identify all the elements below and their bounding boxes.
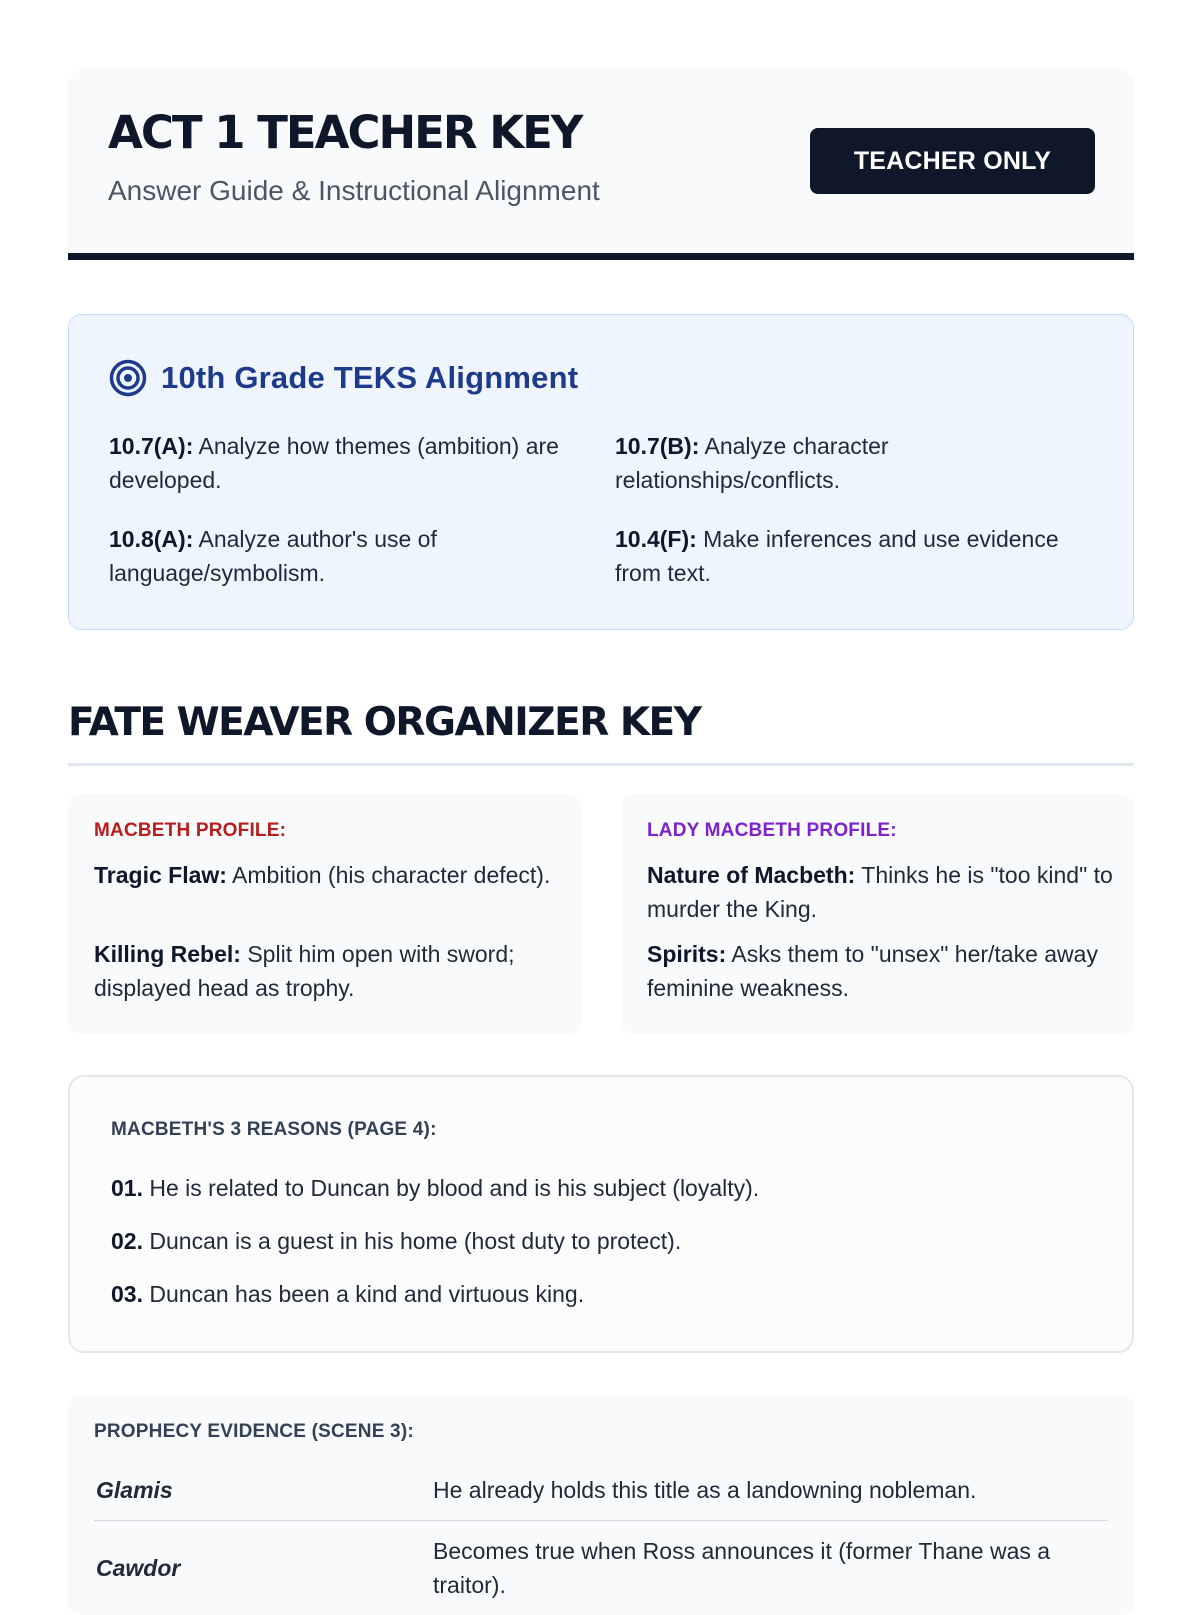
table-row-divider: [94, 1520, 1108, 1521]
header-divider: [68, 253, 1134, 260]
prophecy-title-name: Cawdor: [96, 1555, 181, 1581]
teks-item: [615, 429, 1075, 497]
profile-row: [647, 937, 1117, 1005]
reason-number: 01.: [111, 1175, 143, 1201]
profile-row: [647, 858, 1117, 926]
profile-term: Nature of Macbeth:: [647, 862, 856, 888]
page-header: [68, 68, 1134, 258]
reason-text: He is related to Duncan by blood and is his subject (loyalty).: [142, 1175, 760, 1201]
page-subtitle: Answer Guide & Instructional Alignment: [108, 175, 600, 206]
teks-heading: [109, 359, 578, 397]
reasons-label: MACBETH'S 3 REASONS (PAGE 4):: [111, 1119, 437, 1140]
reason-text: Duncan is a guest in his home (host duty to protect).: [142, 1228, 682, 1254]
lady-macbeth-profile-label: LADY MACBETH PROFILE:: [647, 820, 897, 841]
teacher-only-badge[interactable]: TEACHER ONLY: [810, 128, 1095, 194]
teks-item: [615, 522, 1105, 590]
prophecy-evidence-panel: [68, 1395, 1134, 1615]
prophecy-title-name: Glamis: [96, 1477, 173, 1503]
reason-item: [111, 1175, 759, 1202]
section-divider: [68, 763, 1134, 766]
teks-item: [109, 522, 569, 590]
profile-text: Ambition (his character defect).: [226, 862, 551, 888]
target-icon: [109, 359, 147, 397]
teks-code: 10.8(A):: [109, 526, 194, 552]
macbeth-profile-card: [68, 794, 581, 1034]
teks-text: Analyze how themes (ambition) are developed.: [109, 433, 559, 493]
lady-macbeth-profile-card: [621, 794, 1134, 1034]
reason-item: [111, 1228, 681, 1255]
teks-code: 10.4(F):: [615, 526, 697, 552]
prophecy-evidence-text: He already holds this title as a landowning nobleman.: [433, 1477, 977, 1503]
profile-term: Spirits:: [647, 941, 727, 967]
teks-text: Analyze character relationships/conflicts.: [615, 433, 889, 493]
teks-code: 10.7(A):: [109, 433, 194, 459]
prophecy-label: PROPHECY EVIDENCE (SCENE 3):: [94, 1421, 414, 1442]
profile-term: Killing Rebel:: [94, 941, 241, 967]
reason-number: 02.: [111, 1228, 143, 1254]
reason-item: [111, 1281, 584, 1308]
teks-title: 10th Grade TEKS Alignment: [161, 360, 579, 395]
teks-alignment-panel: [68, 314, 1134, 630]
reason-text: Duncan has been a kind and virtuous king.: [142, 1281, 585, 1307]
teks-item: [109, 429, 569, 497]
profile-row: [94, 937, 564, 1005]
teks-code: 10.7(B):: [615, 433, 700, 459]
teks-text: Make inferences and use evidence from text.: [615, 526, 1059, 586]
macbeth-reasons-panel: [68, 1075, 1134, 1353]
profile-text: Thinks he is "too kind" to murder the King.: [647, 862, 1113, 922]
organizer-section-title: FATE WEAVER ORGANIZER KEY: [68, 700, 701, 745]
page-title: ACT 1 TEACHER KEY: [108, 106, 582, 159]
macbeth-profile-label: MACBETH PROFILE:: [94, 820, 287, 841]
profile-text: Split him open with sword; displayed head as trophy.: [94, 941, 515, 1001]
profile-row: [94, 858, 564, 892]
profile-text: Asks them to "unsex" her/take away feminine weakness.: [647, 941, 1098, 1001]
prophecy-evidence-text: Becomes true when Ross announces it (former Thane was a traitor).: [433, 1538, 1051, 1598]
reason-number: 03.: [111, 1281, 143, 1307]
profile-term: Tragic Flaw:: [94, 862, 227, 888]
teks-text: Analyze author's use of language/symbolism.: [109, 526, 437, 586]
